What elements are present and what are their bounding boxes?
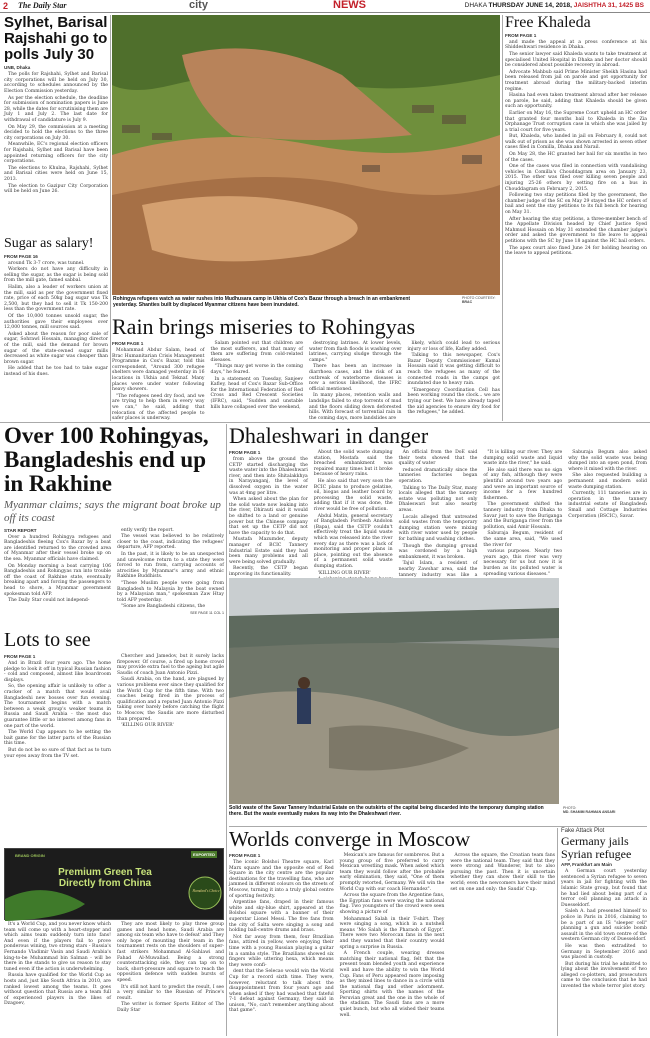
article-body: FROM PAGE 1 The iconic Bolshoi Theatre square, Karl Marx square and the opposite end of Red Square in the city centre are the popular destinations for the travelling fans, who are jammed in different colours on the streets of Moscow, turning it into a truly global centre of sporting festivity. Argentine fans, draped in their famous white and sky-blue shirt, appeared at the Bolshoi square with a banner of their superstar Lionel Messi. The five fans from the city of Salta were singing a song and holding ball-centre drums and brass. Not far away from them, four Brazilian fans, attired in yellow, were enjoying their time with a young Russian playing a guitar in a samba style. The Brazilians showed six fingers while uttering hexa, which means they were confi- dent that the Selecao would win the World Cup for a record sixth time. They were, however, reluctant to talk about the disappointment from four years ago and when asked if they had washed that fateful 7-1 defeat against Germany, they said in unison, "No, can't remember anything about that game". [229, 853, 334, 1014]
section-label: city [189, 0, 208, 11]
paragraph: Earlier on May 16, the Supreme Court upheld an HC order that granted four months bail to Khaleda in the Zia Orphanage Trust corruption case in which she was jailed by a trial court for five years. [505, 110, 647, 133]
paper-name: The Daily Star [18, 1, 67, 10]
photo-caption-2: Solid waste of the Savar Tannery Industrial Estate on the outskirts of the capital being discarded into the temporary dumping station there. But the waste eventually makes its way into the Dhaleshwari river. [229, 805, 544, 817]
paragraph: On Monday morning a boat carrying 106 Bangladeshis and Rohingyas ran into trouble off the coast of Rakhine state, eventually breaking apart and forcing the passengers to head to shore, a Myanmar government spokesman told AFP. [4, 563, 111, 597]
paragraph: But during his trial he admitted to lying about the involvement of two alleged co-plotters, and prosecutors came to the conclusion that he had invented the whole terror plot story. [561, 961, 647, 990]
paragraph: The Daily Star could not independ- [8, 598, 90, 604]
article-free-khaleda [505, 15, 647, 421]
paragraph: A German court yesterday sentenced a Syrian refugee to seven years in jail for fighting with the Islamic State group, but found that he had lied about being part of a terror cell planning an attack in Duesseldorf. [561, 869, 647, 908]
paragraph: Recently, the CETP began improving its functionality. [229, 566, 308, 577]
article-body [505, 40, 647, 257]
headline: Germany jails Syrian refugee [561, 834, 632, 861]
paragraph: Over a hundred Rohingya refugees and Bangladeshis fleeing Cox's Bazar by a boat are identified returned to the crowded area of Myanmar after their vessel broke up on the sea. Myanmar officials have claimed. [4, 534, 111, 562]
paragraph: They are most likely to play three group games and head home, Saudi Arabia are among six team who have to defeat' and They only hope of mounting their team in the tournament rests on the shoulders of super-fast strikers Mohammad Al-Sahlawi and Fahad Al-Muwallad. Being a strong counterattacking side, they can tap on to back, short-pressure and square to reach the opposition defence with sudden bursts of speed. [117, 922, 224, 983]
article-body: FROM PAGE 1 And in Brazil four years ago. The home pledge to look it off in typical Russian fashion - cold and composed, almost like boardroom displays. So, the opening affair is unlikely to offer a cracker of a match that would avail Bangladeshi new bosses over fun evening. The tournament begins with a match between a weak group's weaker teams in Russia and Saudi Arabia - the most duo guarantee little or no interest among fans in one part of the world. The World Cup appears to be setting the bait game for the latter parts of the Russian this time. But do not be so sure of that fact as to turn your eyes away from the TV set. [4, 654, 111, 759]
paragraph: But do not be so sure of that fact as to turn your eyes away from the TV set. [4, 747, 111, 759]
ad-badge: Hamdard's Choice [192, 889, 220, 893]
paragraph: And in Brazil four years ago. The home pledge to look it off in typical Russian fashion - cold and composed, almost like boardroom displays. [4, 661, 111, 683]
paragraph: Saburaja Begum, resident of the same area, said, "We used the river for [483, 531, 563, 548]
paragraph: The senior lawyer said Khaleda wants to take treatment at specialised United Hospital in Dhaka and her doctor should be considered about possible recovery in abroad. [505, 51, 647, 69]
paragraph: Of the 10,000 tonnes unsold sugar, the authorities gave their employees over 12,000 tonnes, mill sources said. [4, 314, 108, 331]
paragraph: Tajul Islam, a resident of nearby Zawshar area, said the tannery industry was like a [398, 561, 478, 578]
paragraph: Halim, also a leader of workers union at the mill, said as per the government fixed rate, price of each 50kg bag sugar was Tk 2,500, but they had to sell it Tk 150-200 less than the government rate. [4, 285, 108, 313]
paragraph: Russia have qualified for the World Cup as hosts and, just like South Africa in 2010, are ranked lowest among the teams. It goes without question that Russia are a team full of experienced players in the likes of Dzagoev, [4, 973, 111, 1007]
continued-note[interactable]: SEE PAGE 11 COL 1 [190, 610, 224, 615]
headline: Sylhet, Barisal Rajshahi go to polls July 30 [4, 14, 108, 63]
paragraph: There has been an increase in diarrhoea cases, and the risk of an outbreak of waterborne diseases is now a serious likelihood, the IFRC official mentioned. [309, 364, 402, 392]
paragraph: One of the cases was filed in connection with vandalising vehicles in Comilla's Chouddagram area on January 23, 2015. The other was filed over killing seven people and injuring 25-26 others by setting fire on a bus in Chouddagram on February 2, 2015. [505, 164, 647, 192]
paragraph: The election to Gazipur City Corporation will be held on June 26. [4, 183, 108, 195]
dateline: DHAKA THURSDAY JUNE 14, 2018, JAISHTHA 31, 1425 BS [464, 2, 644, 9]
article-sylhet-polls [4, 15, 108, 237]
byline: UNB, Dhaka [4, 65, 31, 71]
photo-tannery-waste [229, 578, 559, 804]
paragraph: The World Cup appears to be setting the bait game for the latter parts of the Russian this time. [4, 730, 111, 747]
article-over-100-rohingyas [4, 424, 224, 624]
article-germany-jails-refugee [561, 828, 647, 1036]
paragraph: Mustafa Mazumder, deputy manager of BCIC Tannery Industrial Estate said they had been many problems and all were being solved gradually. [229, 537, 308, 565]
paragraph: Abdul Matin, general secretary of Bangladesh Poribesh Andolon (Bapa), said the CETP couldn't effectively treat the liquid waste which was released into the river every day as there was a lack of monitoring and proper plans in place, pointing out the absence of a permanent solid waste dumping station. [313, 513, 393, 569]
paragraph: Mexican's are famous for sombreros. But a young group of five preferred to carry Mexican wrestling mask. When asked which team they would follow after the probable early elimination, they said, "One of them promptly retorted, Germany. We will win the World Cup with our coach Hernandez". [339, 853, 445, 892]
paragraph: Mohammad Salah in their T-shirt. They were singing a song, which in a nutshell means 'Mo Salah is the Pharaoh of Egypt'. There were two Moroccan fans in the next and they wanted that their country would spring a surprise in Russia. [339, 916, 445, 950]
photo-credit-1: PHOTO COURTESY: BRAC [462, 296, 496, 304]
paragraph: destroying latrines. At lower levels, water from flash floods is washing over latrines, carrying sludge through the camps." [309, 341, 402, 363]
paragraph: Saudi Arabia, on the hand, are plagued by various problems ever since they qualified for the World Cup for the fifth time. With two coaches being fired in the process of qualification and a reputed Juan Antonio Pizzi taking over barely before catching the flight to Moscow, the Saudis are more disturbed than prepared. [117, 677, 224, 722]
kicker: Fake Attack Plot [561, 828, 605, 834]
paragraph: He also said there was no sign of any fish, although they were plentiful around two years ago and were an important source of income for a few hundred fishermen. [483, 467, 563, 501]
paragraph: It's still not hard to predict the result, I see a very similar to the Russian of Prince's result. [117, 984, 224, 1001]
paragraph: Asked about the reason for poor sale of sugar, Sohrawl Hossain, managing director of the mill, said the demand for brown sugar of the state-owned sugar mills decreased as white sugar was cheaper than brown sugar. [4, 331, 108, 365]
paragraph: "It is killing our river. They are dumping solid waste and liquid waste into the river," he said. [483, 450, 563, 467]
article-lots-to-see [4, 630, 224, 845]
paragraph: from above the ground the CETP started discharging the waste water into the Dhaleshwari river, and then into Shitalakkhya in Narayanganj, the level of dissolved oxygen in the water was at 4mg per litre. [229, 457, 308, 496]
ad-title: Premium Green Tea Directly from China [58, 867, 152, 889]
headline: Rain brings miseries to Rohingyas [112, 314, 416, 339]
paragraph: When asked about the plan for the solid waste now leaking into the river, Dhirauti said it would be shifted to a land or genuine power but the Chinese company that set up the CETP did not have the capacity to do that. [229, 497, 308, 536]
photo-caption-1: Rohingya refugees watch as water rushes into Mudhusara camp in Ukhia of Cox's Bazar through a breach in an embankment yesterday. Shanties built by displaced Myanmar citizens have been inundated. [113, 296, 411, 308]
paragraph: Meanwhile, EC's regional election officers for Rajshahi, Sylhet and Barisal have been appointed returning officers for the city corporations. [4, 142, 108, 165]
photo-credit-2: PHOTO: MD. SHAMIM RAHMAN ANSARI [563, 806, 616, 814]
article-dhaleshwari-danger [229, 423, 647, 578]
page-header [0, 0, 650, 13]
paragraph: Advocate Mahbub said Prime Minister Sheikh Hasina had been released from jail on parole and got opportunity for treatment abroad during the military-backed interim regime. [505, 69, 647, 92]
paragraph: About the solid waste dumping station, Mostafa said the breached embankment was repaired many times but it broke because of heavy rains. [313, 450, 393, 478]
paragraph: Though the dumping ground was cordoned by a high embankment, it was broken. [398, 543, 478, 560]
paragraph: He also said that very soon the BCIC plans to produce gelatine, oil, biogas and leather board by processing the solid waste, adding that if it was done, the river would be free of pollution. [313, 479, 393, 513]
advertisement-green-tea[interactable]: BRAND ORIGIN Premium Green Tea Directly from China EXPORTED Hamdard's Choice [4, 848, 224, 920]
headline: Worlds converge in Moscow [229, 827, 471, 851]
article-body [4, 261, 108, 378]
article-lots-to-see-continued [4, 922, 224, 1036]
paragraph: Argentine fans, draped in their famous white and sky-blue shirt, appeared at the Bolshoi square with a banner of their superstar Lionel Messi. The five fans from the city of Salta were singing a song and holding ball-centre drums and brass. [229, 900, 334, 934]
paragraph: The elections to Khulna, Rajshahi, Sylhet and Barisal cities were held on June 15, 2013. [4, 165, 108, 182]
paragraph: and made the appeal at a press conference at his Shiddeshwari residence in Dhaka. [505, 39, 647, 51]
paragraph: He was then extradited to Germany in September 2016 and was placed in custody. [561, 943, 647, 961]
article-body: FROM PAGE 1 Mohammad Abdur Salam, head of Brac Humanitarian Crisis Management Programme in Cox's Bazar, told this correspondent, "Around 300 refugee shelters were damaged yesterday in 16 locations in Ukhia and Teknaf. Many places were under water following heavy showers. "The refugees need dry food, and we are trying to help them in every way we can," he said, adding that relocation of the affected people to safer places is underway. [112, 341, 205, 422]
paragraph: In many places, retention walls and landslips failed to stop torrents of mud and the floors sliding down deforested hills. With forecast of torrential rain in the coming days, more landslides are [309, 393, 402, 421]
article-sugar-salary [4, 237, 108, 417]
paragraph: The vessel was believed to be relatively closer to the coast, indicating the refugees' departure, AFP reported. [117, 534, 224, 551]
paragraph: ently verify the report. [121, 527, 174, 533]
article-rain-rohingyas [112, 315, 500, 420]
paragraph: In a statement on Tuesday, Sanjeev Kafley, head of Cox's Bazar Sub-Office for the International Federation of Red Cross and Red Crescent Societies (IFRC), said, "Sudden and unstable hills have collapsed over the weekend, [210, 376, 303, 410]
paragraph: Saburaja Begum also asked why the solid waste was being dumped into an open pond, from where it mixed with the river. [568, 450, 647, 472]
paragraph: Across the square, the Croatian team fans were the national team. They said that they were strong and Wanderer, but to also pursuing the past. Then it is uncertain whether they can show their skill to the world; even the newcomers have their mind set on one and only: the Saudis' Cup. [450, 853, 556, 892]
article-body [4, 72, 108, 194]
paragraph: Currently, 111 tanneries are in operation in the tannery industrial estate of Bangladesh Small and Cottage Industries Corporation (BSCIC), Savar. [568, 491, 647, 519]
paragraph: "Emergency Coordination Cell has been working round the clock... we are trying our best. We have already taped the aid agencies to ensure dry food for the refugees," he added. [407, 387, 500, 416]
paragraph: The government shifted the tannery industry from Dhaka to Savar just to save the Buriganga and the Buriganga river from the pollution, said Amir Hossain. [483, 502, 563, 530]
paragraph: various purposes. Nearly two years ago, this river was very necessary for us but now it is burden as its polluted water is spreading various diseases." [483, 549, 563, 577]
photo-rohingya-flood [112, 15, 500, 295]
headline: Lots to see [4, 629, 91, 651]
paragraph: Workers do not have any difficulty in selling the sugar, as the sugar is being sold from the mill gate, famed sabbal. [4, 267, 108, 284]
article-worlds-converge-moscow [229, 828, 555, 1036]
dhaleshwari-side-column [563, 578, 647, 802]
paragraph: Cherchev and Jamedov, but it surely lacks firepower. Of course, a fired up home crowd may provide extra fuel to the ageing but agile Saudis of coach Juan Antonio Pizzi. [117, 654, 224, 676]
page-number: 2 [3, 1, 9, 11]
headline: Over 100 Rohingyas, Bangladeshis end up in Rakhine [4, 423, 209, 497]
paragraph: In the past, it is likely to be an unexpected and unwelcome return to a state they were forced to run from, carrying accounts of atrocities by Myanmar's army and ethnic Rakhine Buddhists. [117, 551, 224, 580]
paragraph: He added that he too had to take sugar instead of his dues. [4, 366, 108, 377]
paragraph: The apex court also fixed June 24 for holding hearing on the leave to appeal petitions. [505, 245, 647, 257]
paragraph: So, the opening affair is unlikely to offer a cracker of a match that would avail Bangladeshi new bosses over fun evening. The tournament begins with a match between a weak group's weaker teams in Russia and Saudi Arabia - the most duo guarantee little or no interest among fans in one part of the world. [4, 684, 111, 729]
paragraph: She also requested building a permanent and modern solid waste dumping station. [568, 473, 647, 490]
paragraph: The iconic Bolshoi Theatre square, Karl Marx square and the opposite end of Red Square in the city centre are the popular destinations for the travelling fans, who are jammed in different colours on the streets of Moscow, turning it into a truly global centre of sporting festivity. [229, 860, 334, 899]
paragraph: As per the election schedule, the deadline for submission of nomination papers is June 28, while the dates for scrutinising them are July 1 and July 2. The last date for withdrawal of candidature is July 9. [4, 95, 108, 123]
byline: AFP, Frankfurt am Main [561, 862, 612, 868]
paragraph: But, Khaleda, who landed in jail on February 8, could not walk out of prison as she was shown arrested in seven other cases filed in Comilla, Dhaka and Narail. [505, 134, 647, 151]
byline: FROM PAGE 16 [4, 253, 38, 259]
article-body: FROM PAGE 1 from above the ground the CETP started discharging the waste water into the Dhaleshwari river, and then into Shitalakkhya in Narayanganj, the level of dissolved oxygen in the water was at 4mg per litre. When asked about the plan for the solid waste now leaking into the river, Dhirauti said it would be shifted to a land or genuine power but the Chinese company that set up the CETP did not have the capacity to do that. Mustafa Mazumder, deputy manager of BCIC Tannery Industrial Estate said they had been many problems and all were being solved gradually. Recently, the CETP began improving its functionality. [229, 450, 308, 577]
paragraph: around Tk 3-7 crore, was tunnel. [8, 260, 85, 266]
paragraph: reduced dramatically since the tanneries factories began operation. [398, 467, 478, 485]
paragraph: "Things may get worse in the coming days," he feared. [210, 364, 303, 376]
paragraph: The writer is former Sports Editor of The Daily Star [117, 1002, 224, 1013]
paragraph: Across the square from the Argentine fans, the Egyptian fans were waving the national flag. Two youngsters of the crowd were seen showing a picture of [339, 893, 445, 915]
paragraph: Hasina had even taken treatment abroad after her release on parole, he said, adding that Khaleda should be given such an opportunity. [505, 93, 647, 110]
headline: Free Khaleda [505, 14, 591, 31]
paragraph: Locals alleged that untreated solid wastes from the temporary dumping station were mixing with river water used by people for bathing and washing clothes. [398, 514, 478, 542]
paragraph: "These Muslim people were going from Bangladesh to Malaysia by the boat owned by a Malaysian man," spokesman Zaw Htay told AFP yesterday. [117, 580, 224, 603]
subhead: Myanmar claims; says the migrant boat broke up off its coast [4, 499, 221, 524]
paragraph: Talking to this newspaper, Cox's Bazar Deputy Commissioner Kamal Hossain said it was getting difficult to reach the refugees as many of the connected roads in the camps got inundated due to heavy rain. [407, 353, 500, 387]
paragraph: A French couple, wearing dresses matching their national flag, felt that the present team blended youth and experience well and have the ability to win the World Cup. Fans of Peru appeared more imposing as they mixed lines to dance in a circle with the national flag and other adornment. Sporting shirts with the names of the Peruvian great and the one in the whole of the stadium. The Saudi fans are a more quiet bunch, but who all wished their teams well. [339, 951, 445, 1018]
tannery-photo-image [229, 578, 559, 804]
ad-tag: EXPORTED [192, 852, 215, 857]
paragraph: 'KILLING OUR RIVER' [121, 723, 174, 729]
paragraph: Mohammad Abdur Salam, head of Brac Humanitarian Crisis Management Programme in Cox's Bazar, told this correspondent, "Around 300 refugee shelters were damaged yesterday in 16 locations in Ukhia and Teknaf. Many places were under water following heavy showers. [112, 348, 205, 393]
paragraph: Talking to The Daily Star, many locals alleged that the tannery estate was polluting not only Dhaleswari but also nearby areas. [398, 485, 478, 514]
headline: Sugar as salary! [4, 236, 94, 251]
paragraph: Salam pointed out that children are the most sufferers, and that many of them are suffering from cold-related diseases. [210, 341, 303, 363]
paragraph: likely, which could lead to serious injury or loss of life, Kafley added. [407, 341, 500, 352]
paragraph: It's a World Cup, and you never know which team will come up with a heart-stopper and which aims team suddenly turn into fans! And even if the players fail to prove ponderous wining, two strong stars - Russia's Fernando Vladimir Vasin and Saudi Arabia's king-to-be Muhammad bin Salman - will be there in the stands to give us reason to stay tuned even if the action is underwhelming. [4, 922, 111, 972]
headline: Dhaleshwari in danger [229, 423, 429, 448]
paragraph: After hearing the stay petitions, a three-member bench of the Appellate Division headed by Chief Justice Syed Mahmud Hossain on May 31 extended the chamber judge's order and asked the government to file leave to appeal petitions with the SC by June 18 against the HC bail orders. [505, 216, 647, 244]
paragraph: Following two stay petitions filed by the government, the chamber judge of the SC on May 29 stayed the HC orders of bail and sent the stay petitions to its full bench for hearing on May 31. [505, 193, 647, 216]
paragraph: Saleh A. had presented himself to police in Paris in 2016, claiming to be a part of an IS "sleeper cell" planning a gun and suicide bomb assault in the old town centre of the western German city of Duesseldorf. [561, 909, 647, 943]
article-body: STAR REPORT Over a hundred Rohingya refugees and Bangladeshis fleeing Cox's Bazar by a boat are identified returned to the crowded area of Myanmar after their vessel broke up on the sea. Myanmar officials have claimed. On Monday morning a boat carrying 106 Bangladeshis and Rohingyas ran into trouble off the coast of Rakhine state, eventually breaking apart and forcing the passengers to head to shore, a Myanmar government spokesman told AFP. The Daily Star could not independ- [4, 527, 111, 604]
byline: FROM PAGE 1 [505, 32, 537, 38]
paragraph: 'KILLING OUR RIVER' [317, 570, 371, 576]
paragraph: dent that the Selecao would win the World Cup for a record sixth time. They were, however, reluctant to talk about the disappointment from four years ago and when asked if they had washed that fateful 7-1 defeat against Germany, they said in unison, "No, can't remember anything about that game". [229, 969, 334, 1014]
paragraph: On May 28, the HC granted her bail for six months in two of the cases. [505, 152, 647, 163]
article-body [561, 869, 647, 989]
section-news-label: NEWS [333, 0, 366, 11]
paragraph: "Some are Bangladeshi citizens, the [121, 604, 206, 610]
flood-photo-image [112, 15, 500, 295]
paragraph: "The refugees need dry food, and we are trying to help them in every way we can," he said, adding that relocation of the affected people to safer places is underway. [112, 393, 205, 422]
paragraph: Not far away from them, four Brazilian fans, attired in yellow, were enjoying their time with a young Russian playing a guitar in a samba style. The Brazilians showed six fingers while uttering hexa, which means they were confi- [229, 934, 334, 968]
paragraph: On May 29, the commission at a meeting decided to hold the elections to the three city corporations on July 30. [4, 124, 108, 141]
paragraph: An official from the DoE said their tests showed that the quality of water [398, 450, 478, 467]
paragraph: The polls for Rajshahi, Sylhet and Barisal city corporations will be held on July 30, according to schedules announced by the Election Commission yesterday. [4, 72, 108, 95]
